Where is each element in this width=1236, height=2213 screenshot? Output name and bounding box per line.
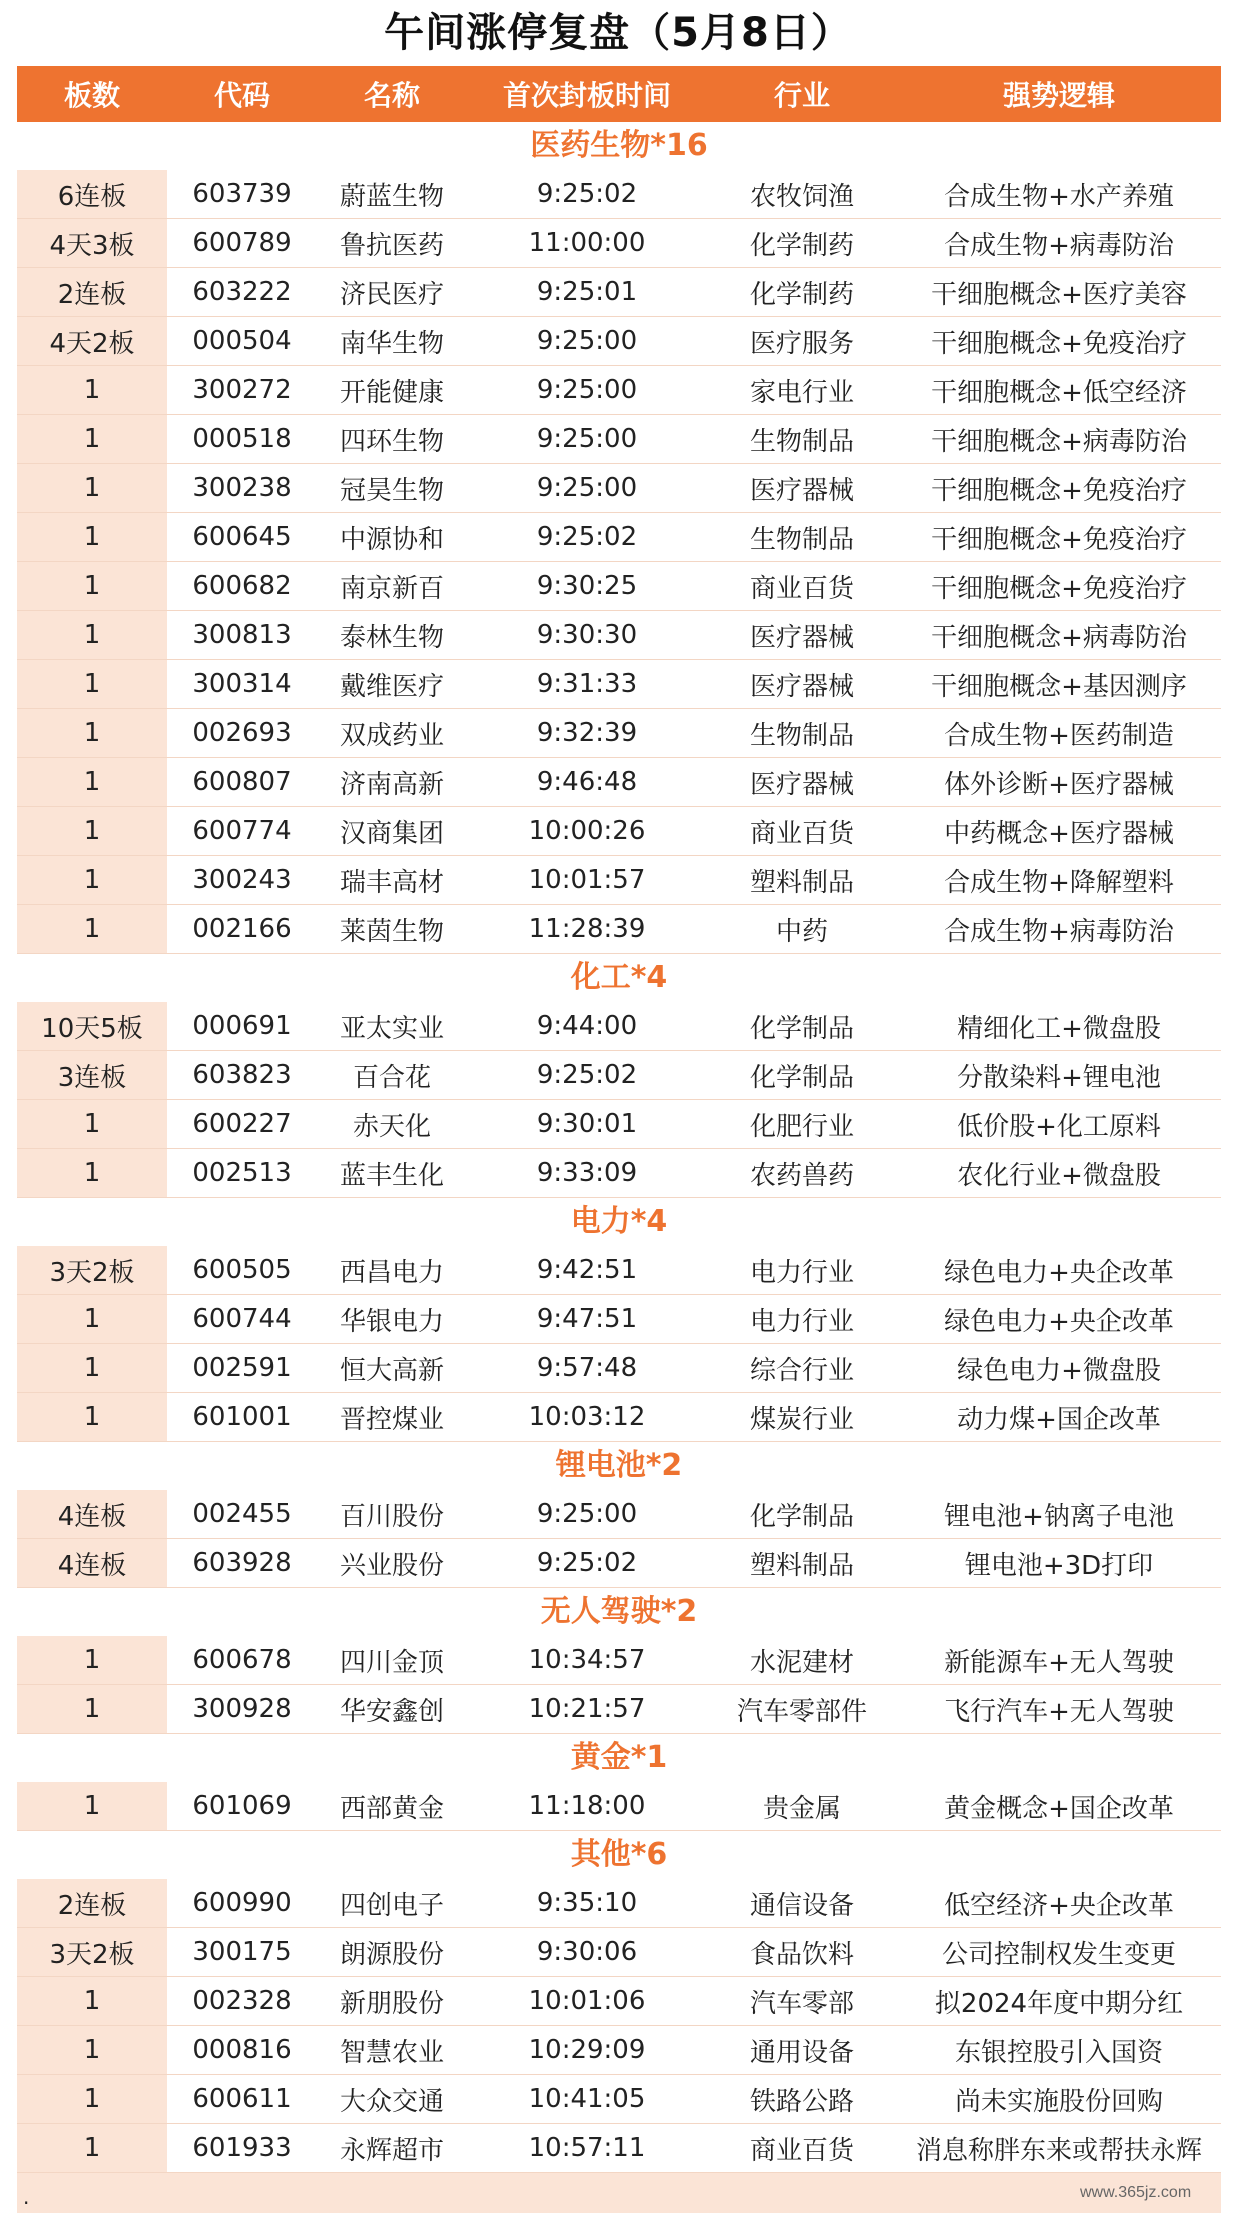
strength-logic-cell: 干细胞概念+低空经济: [931, 377, 1187, 408]
stock-name-cell: 汉商集团: [339, 818, 444, 849]
board-count-cell: 1: [17, 366, 167, 414]
stock-code-cell: 300813: [192, 620, 292, 650]
section-heading: 电力*4: [570, 1204, 668, 1239]
strength-logic-cell: 黄金概念+国企改革: [944, 1793, 1174, 1824]
board-count-cell: 1: [17, 1295, 167, 1343]
first-seal-time-cell: 9:57:48: [536, 1353, 638, 1383]
first-seal-time-cell: 10:01:06: [528, 1986, 646, 2016]
first-seal-time-cell: 9:30:06: [536, 1937, 638, 1967]
strength-logic-cell: 合成生物+病毒防治: [944, 916, 1174, 947]
board-count-cell: 1: [17, 807, 167, 855]
stock-name-cell: 智慧农业: [339, 2037, 444, 2068]
board-count-cell: 1: [17, 660, 167, 708]
first-seal-time-cell: 10:41:05: [528, 2084, 646, 2114]
strength-logic-cell: 合成生物+病毒防治: [944, 230, 1174, 261]
strength-logic-cell: 新能源车+无人驾驶: [944, 1647, 1174, 1678]
stock-code-cell: 600227: [192, 1109, 292, 1139]
stock-code-cell: 600678: [192, 1645, 292, 1675]
stock-code-cell: 600774: [192, 816, 292, 846]
strength-logic-cell: 公司控制权发生变更: [941, 1939, 1176, 1970]
board-count-cell: 4天3板: [17, 219, 167, 267]
strength-logic-cell: 合成生物+降解塑料: [944, 867, 1174, 898]
stock-code-cell: 601933: [192, 2133, 292, 2163]
board-count-cell: 1: [17, 856, 167, 904]
stock-name-cell: 双成药业: [339, 720, 444, 751]
first-seal-time-cell: 9:30:30: [536, 620, 638, 650]
first-seal-time-cell: 9:31:33: [536, 669, 638, 699]
stock-code-cell: 300928: [192, 1694, 292, 1724]
industry-cell: 汽车零部件: [736, 1696, 867, 1727]
board-count-cell: 1: [17, 1344, 167, 1392]
first-seal-time-cell: 10:34:57: [528, 1645, 646, 1675]
stock-name-cell: 蔚蓝生物: [339, 181, 444, 212]
stock-name-cell: 大众交通: [339, 2086, 444, 2117]
board-count-cell: 1: [17, 1636, 167, 1684]
industry-cell: 医疗器械: [749, 622, 854, 653]
first-seal-time-cell: 10:01:57: [528, 865, 646, 895]
strength-logic-cell: 消息称胖东来或帮扶永辉: [915, 2135, 1202, 2166]
header-board-count: 板数: [63, 79, 120, 112]
industry-cell: 中药: [775, 916, 828, 947]
header-first-seal-time: 首次封板时间: [502, 79, 671, 112]
stock-code-cell: 600645: [192, 522, 292, 552]
board-count-cell: 1: [17, 611, 167, 659]
board-count-cell: 3连板: [17, 1051, 167, 1099]
stock-name-cell: 西部黄金: [339, 1793, 444, 1824]
table-row: [17, 660, 1221, 709]
board-count-cell: 1: [17, 2026, 167, 2074]
stock-name-cell: 新朋股份: [339, 1988, 444, 2019]
footer-mark: .: [23, 2185, 30, 2209]
table-row: [17, 1344, 1221, 1393]
board-count-cell: 1: [17, 1685, 167, 1733]
stock-code-cell: 002328: [192, 1986, 292, 2016]
industry-cell: 化学制药: [749, 279, 854, 310]
stock-code-cell: 002591: [192, 1353, 292, 1383]
first-seal-time-cell: 10:57:11: [528, 2133, 646, 2163]
table-row: [17, 366, 1221, 415]
table-row: [17, 709, 1221, 758]
stock-name-cell: 四川金顶: [339, 1647, 444, 1678]
first-seal-time-cell: 9:25:00: [536, 424, 638, 454]
industry-cell: 农牧饲渔: [749, 181, 854, 212]
industry-cell: 商业百货: [749, 573, 854, 604]
industry-cell: 电力行业: [749, 1306, 854, 1337]
board-count-cell: 4连板: [17, 1490, 167, 1538]
stock-code-cell: 600744: [192, 1304, 292, 1334]
table-row: [17, 807, 1221, 856]
board-count-cell: 1: [17, 758, 167, 806]
industry-cell: 生物制品: [749, 426, 854, 457]
board-count-cell: 1: [17, 1149, 167, 1197]
first-seal-time-cell: 11:28:39: [528, 914, 646, 944]
industry-cell: 医疗器械: [749, 475, 854, 506]
stock-name-cell: 朗源股份: [339, 1939, 444, 1970]
industry-cell: 通信设备: [749, 1890, 854, 1921]
board-count-cell: 1: [17, 1782, 167, 1830]
header-code: 代码: [213, 79, 270, 112]
strength-logic-cell: 锂电池+钠离子电池: [944, 1501, 1174, 1532]
industry-cell: 生物制品: [749, 524, 854, 555]
strength-logic-cell: 合成生物+医药制造: [944, 720, 1174, 751]
section-heading: 无人驾驶*2: [540, 1594, 698, 1629]
stock-code-cell: 600807: [192, 767, 292, 797]
stock-name-cell: 晋控煤业: [339, 1404, 444, 1435]
strength-logic-cell: 精细化工+微盘股: [957, 1013, 1161, 1044]
board-count-cell: 1: [17, 562, 167, 610]
table-row: [17, 1879, 1221, 1928]
board-count-cell: 4连板: [17, 1539, 167, 1587]
board-count-cell: 1: [17, 1393, 167, 1441]
stock-code-cell: 000691: [192, 1011, 292, 1041]
strength-logic-cell: 干细胞概念+病毒防治: [931, 622, 1187, 653]
first-seal-time-cell: 10:00:26: [528, 816, 646, 846]
table-row: [17, 268, 1221, 317]
header-name: 名称: [363, 79, 420, 112]
stock-name-cell: 蓝丰生化: [339, 1160, 444, 1191]
table-row: [17, 1977, 1221, 2026]
industry-cell: 化学制药: [749, 230, 854, 261]
header-logic: 强势逻辑: [1002, 79, 1115, 112]
stock-code-cell: 002166: [192, 914, 292, 944]
stock-code-cell: 603739: [192, 179, 292, 209]
table-row: [17, 611, 1221, 660]
table-footer: [17, 2173, 1221, 2213]
strength-logic-cell: 尚未实施股份回购: [954, 2086, 1163, 2117]
industry-cell: 农药兽药: [749, 1160, 854, 1191]
stock-code-cell: 601001: [192, 1402, 292, 1432]
table-header: [17, 66, 1221, 122]
stock-name-cell: 冠昊生物: [339, 475, 444, 506]
industry-cell: 煤炭行业: [749, 1404, 854, 1435]
table-row: [17, 905, 1221, 954]
strength-logic-cell: 绿色电力+微盘股: [957, 1355, 1161, 1386]
board-count-cell: 2连板: [17, 1879, 167, 1927]
stock-code-cell: 600789: [192, 228, 292, 258]
strength-logic-cell: 农化行业+微盘股: [957, 1160, 1161, 1191]
strength-logic-cell: 飞行汽车+无人驾驶: [944, 1696, 1174, 1727]
industry-cell: 化学制品: [749, 1013, 854, 1044]
section-heading: 锂电池*2: [555, 1448, 683, 1483]
strength-logic-cell: 锂电池+3D打印: [964, 1550, 1154, 1581]
board-count-cell: 1: [17, 905, 167, 953]
table-row: [17, 1051, 1221, 1100]
first-seal-time-cell: 9:25:00: [536, 326, 638, 356]
section-heading: 黄金*1: [570, 1740, 668, 1775]
first-seal-time-cell: 9:35:10: [536, 1888, 638, 1918]
stock-code-cell: 000504: [192, 326, 292, 356]
strength-logic-cell: 干细胞概念+基因测序: [931, 671, 1187, 702]
table-row: [17, 1490, 1221, 1539]
industry-cell: 商业百货: [749, 2135, 854, 2166]
first-seal-time-cell: 9:25:02: [536, 522, 638, 552]
first-seal-time-cell: 9:25:00: [536, 473, 638, 503]
stock-name-cell: 华安鑫创: [339, 1696, 444, 1727]
strength-logic-cell: 干细胞概念+医疗美容: [931, 279, 1187, 310]
stock-name-cell: 戴维医疗: [339, 671, 444, 702]
table-row: [17, 513, 1221, 562]
stock-code-cell: 600990: [192, 1888, 292, 1918]
stock-name-cell: 开能健康: [339, 377, 444, 408]
first-seal-time-cell: 9:25:02: [536, 179, 638, 209]
table-row: [17, 562, 1221, 611]
table-row: [17, 1782, 1221, 1831]
strength-logic-cell: 低价股+化工原料: [957, 1111, 1161, 1142]
stock-name-cell: 百合花: [352, 1062, 431, 1093]
stock-code-cell: 603222: [192, 277, 292, 307]
table-row: [17, 758, 1221, 807]
strength-logic-cell: 干细胞概念+免疫治疗: [931, 328, 1187, 359]
strength-logic-cell: 动力煤+国企改革: [957, 1404, 1161, 1435]
first-seal-time-cell: 9:25:02: [536, 1548, 638, 1578]
stock-name-cell: 亚太实业: [339, 1013, 444, 1044]
stock-code-cell: 600505: [192, 1255, 292, 1285]
industry-cell: 化肥行业: [749, 1111, 854, 1142]
board-count-cell: 1: [17, 415, 167, 463]
stock-name-cell: 永辉超市: [339, 2135, 444, 2166]
stock-name-cell: 百川股份: [339, 1501, 444, 1532]
stock-code-cell: 000816: [192, 2035, 292, 2065]
board-count-cell: 1: [17, 709, 167, 757]
industry-cell: 化学制品: [749, 1062, 854, 1093]
section-heading: 医药生物*16: [530, 128, 708, 163]
first-seal-time-cell: 10:03:12: [528, 1402, 646, 1432]
strength-logic-cell: 干细胞概念+免疫治疗: [931, 475, 1187, 506]
stock-name-cell: 赤天化: [352, 1111, 431, 1142]
table-row: [17, 1636, 1221, 1685]
board-count-cell: 10天5板: [17, 1002, 167, 1050]
stock-name-cell: 恒大高新: [339, 1355, 444, 1386]
strength-logic-cell: 中药概念+医疗器械: [944, 818, 1174, 849]
table-row: [17, 2075, 1221, 2124]
stock-code-cell: 002513: [192, 1158, 292, 1188]
header-industry: 行业: [773, 79, 830, 112]
stock-name-cell: 泰林生物: [339, 622, 444, 653]
first-seal-time-cell: 9:30:25: [536, 571, 638, 601]
stock-code-cell: 000518: [192, 424, 292, 454]
stock-code-cell: 603823: [192, 1060, 292, 1090]
stock-name-cell: 西昌电力: [339, 1257, 444, 1288]
strength-logic-cell: 合成生物+水产养殖: [944, 181, 1174, 212]
board-count-cell: 3天2板: [17, 1928, 167, 1976]
first-seal-time-cell: 9:46:48: [536, 767, 638, 797]
first-seal-time-cell: 9:25:01: [536, 277, 638, 307]
stock-code-cell: 300243: [192, 865, 292, 895]
page-title: 午间涨停复盘（5月8日）: [384, 10, 852, 56]
stock-code-cell: 002693: [192, 718, 292, 748]
stock-name-cell: 华银电力: [339, 1306, 444, 1337]
board-count-cell: 1: [17, 1977, 167, 2025]
industry-cell: 商业百货: [749, 818, 854, 849]
board-count-cell: 2连板: [17, 268, 167, 316]
first-seal-time-cell: 9:25:00: [536, 1499, 638, 1529]
stock-code-cell: 600611: [192, 2084, 292, 2114]
industry-cell: 生物制品: [749, 720, 854, 751]
stock-code-cell: 002455: [192, 1499, 292, 1529]
stock-name-cell: 济民医疗: [339, 279, 444, 310]
table-row: [17, 219, 1221, 268]
first-seal-time-cell: 11:18:00: [528, 1791, 646, 1821]
industry-cell: 医疗器械: [749, 769, 854, 800]
table-row: [17, 1246, 1221, 1295]
table-row: [17, 1928, 1221, 1977]
stock-name-cell: 四环生物: [339, 426, 444, 457]
industry-cell: 汽车零部: [749, 1988, 854, 2019]
first-seal-time-cell: 9:33:09: [536, 1158, 638, 1188]
table-row: [17, 170, 1221, 219]
first-seal-time-cell: 11:00:00: [528, 228, 646, 258]
board-count-cell: 4天2板: [17, 317, 167, 365]
stock-name-cell: 莱茵生物: [339, 916, 444, 947]
table-row: [17, 2124, 1221, 2173]
industry-cell: 塑料制品: [749, 867, 854, 898]
first-seal-time-cell: 9:47:51: [536, 1304, 638, 1334]
stock-name-cell: 中源协和: [339, 524, 444, 555]
board-count-cell: 1: [17, 2075, 167, 2123]
site-watermark: www.365jz.com: [1080, 2184, 1192, 2201]
limit-up-table: [17, 66, 1221, 2213]
stock-code-cell: 300314: [192, 669, 292, 699]
industry-cell: 家电行业: [749, 377, 854, 408]
stock-name-cell: 四创电子: [339, 1890, 444, 1921]
stock-name-cell: 南京新百: [339, 573, 444, 604]
stock-code-cell: 601069: [192, 1791, 292, 1821]
stock-name-cell: 南华生物: [339, 328, 444, 359]
first-seal-time-cell: 9:44:00: [536, 1011, 638, 1041]
table-row: [17, 415, 1221, 464]
industry-cell: 塑料制品: [749, 1550, 854, 1581]
section-heading: 其他*6: [570, 1837, 668, 1872]
stock-name-cell: 鲁抗医药: [339, 230, 444, 261]
stock-name-cell: 济南高新: [339, 769, 444, 800]
strength-logic-cell: 干细胞概念+病毒防治: [931, 426, 1187, 457]
board-count-cell: 1: [17, 1100, 167, 1148]
table-row: [17, 856, 1221, 905]
industry-cell: 医疗器械: [749, 671, 854, 702]
industry-cell: 电力行业: [749, 1257, 854, 1288]
section-heading: 化工*4: [570, 960, 668, 995]
table-row: [17, 2026, 1221, 2075]
stock-code-cell: 600682: [192, 571, 292, 601]
stock-code-cell: 300175: [192, 1937, 292, 1967]
table-row: [17, 464, 1221, 513]
strength-logic-cell: 拟2024年度中期分红: [934, 1988, 1184, 2019]
first-seal-time-cell: 10:29:09: [528, 2035, 646, 2065]
stock-name-cell: 瑞丰高材: [339, 867, 444, 898]
board-count-cell: 1: [17, 2124, 167, 2172]
stock-name-cell: 兴业股份: [339, 1550, 444, 1581]
table-row: [17, 1393, 1221, 1442]
table-row: [17, 1149, 1221, 1198]
strength-logic-cell: 低空经济+央企改革: [944, 1890, 1174, 1921]
strength-logic-cell: 东银控股引入国资: [954, 2037, 1163, 2068]
table-row: [17, 1685, 1221, 1734]
table-row: [17, 1002, 1221, 1051]
industry-cell: 贵金属: [762, 1793, 841, 1824]
first-seal-time-cell: 9:32:39: [536, 718, 638, 748]
first-seal-time-cell: 9:42:51: [536, 1255, 638, 1285]
first-seal-time-cell: 10:21:57: [528, 1694, 646, 1724]
industry-cell: 水泥建材: [749, 1647, 854, 1678]
board-count-cell: 3天2板: [17, 1246, 167, 1294]
first-seal-time-cell: 9:25:00: [536, 375, 638, 405]
industry-cell: 医疗服务: [749, 328, 854, 359]
table-row: [17, 317, 1221, 366]
table-row: [17, 1539, 1221, 1588]
strength-logic-cell: 干细胞概念+免疫治疗: [931, 573, 1187, 604]
first-seal-time-cell: 9:30:01: [536, 1109, 638, 1139]
strength-logic-cell: 绿色电力+央企改革: [944, 1257, 1174, 1288]
board-count-cell: 1: [17, 513, 167, 561]
industry-cell: 通用设备: [749, 2037, 854, 2068]
strength-logic-cell: 体外诊断+医疗器械: [944, 769, 1174, 800]
stock-code-cell: 300238: [192, 473, 292, 503]
industry-cell: 铁路公路: [749, 2086, 854, 2117]
strength-logic-cell: 绿色电力+央企改革: [944, 1306, 1174, 1337]
table-row: [17, 1100, 1221, 1149]
board-count-cell: 6连板: [17, 170, 167, 218]
strength-logic-cell: 干细胞概念+免疫治疗: [931, 524, 1187, 555]
strength-logic-cell: 分散染料+锂电池: [957, 1062, 1161, 1093]
industry-cell: 化学制品: [749, 1501, 854, 1532]
table-row: [17, 1295, 1221, 1344]
industry-cell: 食品饮料: [749, 1939, 854, 1970]
stock-code-cell: 603928: [192, 1548, 292, 1578]
stock-code-cell: 300272: [192, 375, 292, 405]
first-seal-time-cell: 9:25:02: [536, 1060, 638, 1090]
board-count-cell: 1: [17, 464, 167, 512]
industry-cell: 综合行业: [749, 1355, 854, 1386]
